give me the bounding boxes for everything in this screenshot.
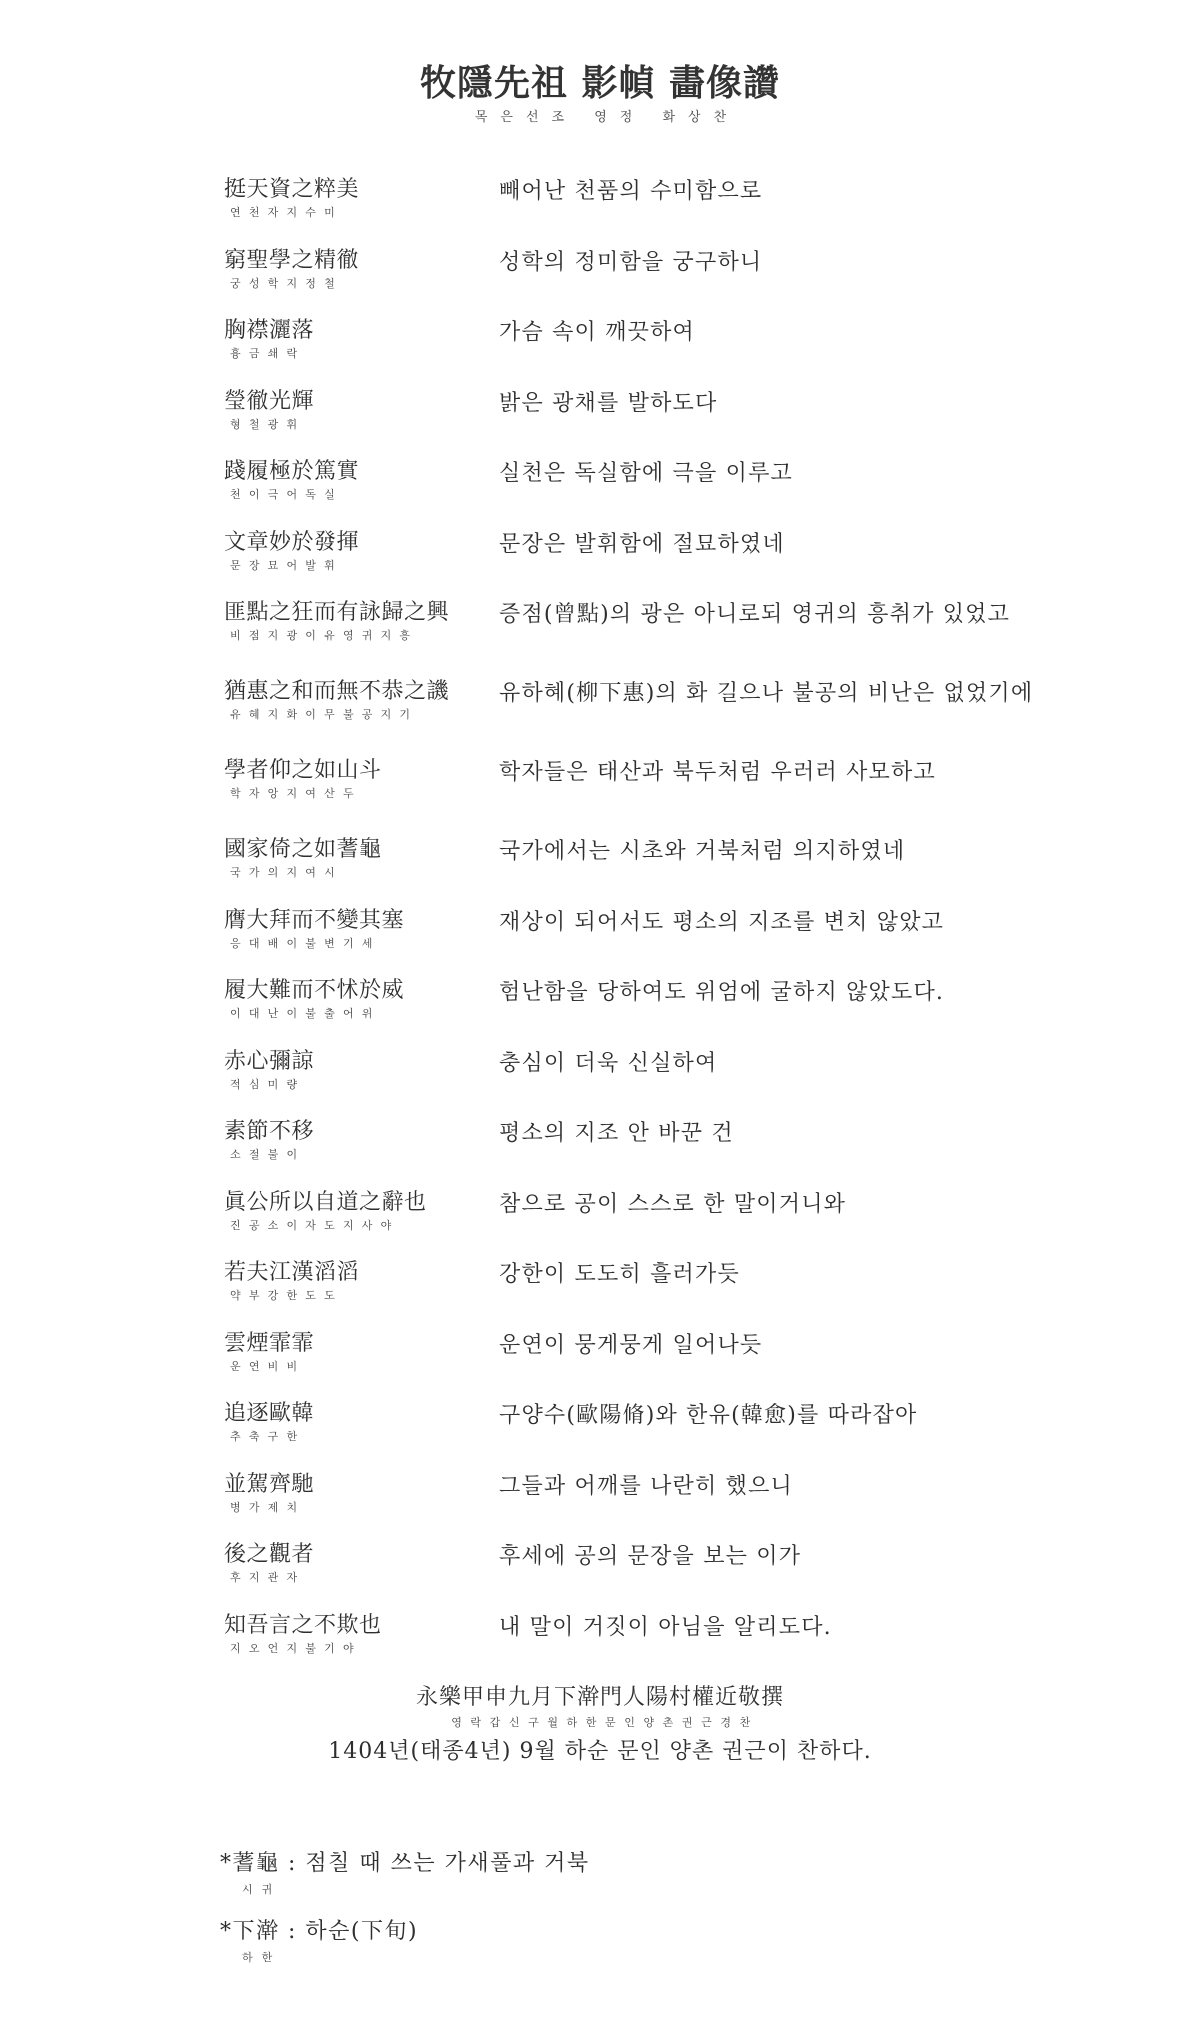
footnote-marker: *: [220, 1851, 233, 1876]
verse-row: [224, 830, 1084, 901]
verse-reading: 연천자지수미: [230, 206, 343, 219]
footnote-reading: 시귀: [242, 1883, 282, 1896]
verse-translation: 실천은 독실함에 극을 이루고: [499, 461, 794, 486]
verse-row: [224, 1394, 1084, 1465]
verse-row: [224, 672, 1084, 751]
verse-hanja: 赤心彌諒: [224, 1048, 315, 1074]
verse-hanja: 膺大拜而不變其塞: [224, 907, 405, 933]
verse-row: [224, 170, 1084, 241]
verse-hanja: 踐履極於篤實: [224, 459, 360, 484]
verse-reading: 비점지광이유영귀지흥: [230, 629, 419, 642]
verse-row: [224, 1183, 1084, 1254]
verse-translation: 참으로 공이 스스로 한 말이거니와: [499, 1191, 847, 1217]
verse-reading: 유혜지화이무불공지기: [230, 708, 419, 721]
verse-translation: 강한이 도도히 흘러가듯: [499, 1262, 740, 1287]
verse-row: [224, 241, 1084, 312]
colophon-reading: 영락갑신구월하한문인양촌권근경찬: [451, 1716, 759, 1729]
colophon-translation: 1404년(태종4년) 9월 하순 문인 양촌 권근이 찬하다.: [328, 1739, 872, 1764]
verse-hanja: 並駕齊馳: [224, 1471, 315, 1497]
verse-row: [224, 971, 1084, 1042]
footnote-marker: *: [220, 1919, 233, 1944]
verse-reading: 형철광휘: [230, 417, 306, 431]
verse-reading: 병가제치: [230, 1500, 306, 1514]
verse-reading: 국가의지여시: [230, 866, 343, 879]
verse-hanja: 素節不移: [224, 1119, 315, 1144]
verse-row: [224, 751, 1084, 830]
colophon: [0, 1684, 1200, 1765]
verse-row: [224, 1606, 1084, 1677]
verse-row: [224, 593, 1084, 672]
verse-reading: 흉금쇄락: [230, 347, 306, 360]
verse-hanja: 追逐歐韓: [224, 1401, 315, 1426]
verse-reading: 후지관자: [230, 1571, 306, 1584]
verse-translation: 밝은 광채를 발하도다: [499, 390, 718, 416]
verse-reading: 진공소이자도지사야: [230, 1218, 400, 1232]
verse-reading: 천이극어독실: [230, 488, 343, 501]
verse-reading: 응대배이불변기세: [230, 936, 381, 950]
verse-row: [224, 1042, 1084, 1113]
verse-translation: 국가에서는 시초와 거북처럼 의지하였네: [499, 839, 906, 864]
verse-row: [224, 1112, 1084, 1183]
verse-hanja: 挺天資之粹美: [224, 177, 360, 202]
verse-reading: 소절불이: [230, 1148, 306, 1161]
footnote-line: [220, 1846, 590, 1877]
verse-row: [224, 382, 1084, 453]
footnote-definition: 하순(下旬): [305, 1919, 419, 1944]
verse-hanja: 猶惠之和而無不恭之譏: [224, 679, 450, 704]
verse-translation: 가슴 속이 깨끗하여: [499, 320, 696, 345]
verse-reading: 적심미량: [230, 1077, 306, 1091]
verse-hanja: 若夫江漢滔滔: [224, 1260, 360, 1285]
verse-translation: 험난함을 당하여도 위엄에 굴하지 않았도다.: [499, 980, 945, 1005]
verse-translation: 내 말이 거짓이 아님을 알리도다.: [499, 1614, 832, 1640]
verse-translation: 구양수(歐陽脩)와 한유(韓愈)를 따라잡아: [499, 1403, 918, 1428]
verse-row: [224, 1465, 1084, 1536]
verse-translation: 후세에 공의 문장을 보는 이가: [499, 1544, 802, 1569]
verse-hanja: 胸襟灑落: [224, 318, 315, 343]
verse-hanja: 窮聖學之精徹: [224, 247, 360, 273]
verse-row: [224, 1535, 1084, 1606]
footnote: [220, 1846, 590, 1914]
verse-reading: 추축구한: [230, 1430, 306, 1443]
footnote-separator: :: [279, 1919, 306, 1944]
verse-translation: 성학의 정미함을 궁구하니: [499, 249, 763, 275]
verse-translation: 문장은 발휘함에 절묘하였네: [499, 531, 785, 557]
verse-translation: 운연이 뭉게뭉게 일어나듯: [499, 1332, 763, 1358]
verse-row: [224, 311, 1084, 382]
verse-reading: 지오언지불기야: [230, 1641, 362, 1655]
verse-row: [224, 452, 1084, 523]
verse-reading: 약부강한도도: [230, 1289, 343, 1302]
page-title-reading: 목은선조 영정 화상찬: [474, 110, 740, 125]
verse-hanja: 後之觀者: [224, 1542, 315, 1567]
verse-row: [224, 523, 1084, 594]
footnote-term: 蓍龜: [232, 1851, 280, 1876]
footnote-definition: 점칠 때 쓰는 가새풀과 거북: [305, 1851, 590, 1876]
verse-row: [224, 1324, 1084, 1395]
verse-translation: 충심이 더욱 신실하여: [499, 1050, 718, 1076]
document-header: [0, 62, 1200, 125]
verse-reading: 문장묘어발휘: [230, 558, 343, 572]
verse-translation: 평소의 지조 안 바꾼 건: [499, 1121, 734, 1146]
footnotes: [220, 1846, 590, 1982]
verse-hanja: 履大難而不怵於威: [224, 978, 405, 1003]
verse-translation: 학자들은 태산과 북두처럼 우러러 사모하고: [499, 760, 936, 785]
verse-translation: 그들과 어깨를 나란히 했으니: [499, 1473, 794, 1499]
verse-hanja: 瑩徹光輝: [224, 388, 315, 414]
footnote: [220, 1914, 590, 1982]
verse-row: [224, 901, 1084, 972]
verse-hanja: 文章妙於發揮: [224, 529, 360, 555]
footnote-term: 下澣: [232, 1919, 280, 1944]
verse-hanja: 眞公所以自道之辭也: [224, 1189, 427, 1215]
verse-translation: 재상이 되어서도 평소의 지조를 변치 않았고: [499, 909, 945, 935]
verse-hanja: 國家倚之如蓍龜: [224, 837, 382, 862]
verse-reading: 이대난이불출어위: [230, 1007, 381, 1020]
footnote-reading: 하한: [242, 1951, 282, 1964]
verse-hanja: 雲煙霏霏: [224, 1330, 315, 1356]
verse-translation: 빼어난 천품의 수미함으로: [499, 179, 763, 204]
colophon-hanja: 永樂甲申九月下澣門人陽村權近敬撰: [415, 1685, 784, 1710]
footnote-separator: :: [279, 1851, 306, 1876]
verse-reading: 학자앙지여산두: [230, 787, 362, 800]
verse-list: [224, 170, 1084, 1676]
verse-hanja: 匪點之狂而有詠歸之興: [224, 600, 450, 625]
verse-reading: 궁성학지정철: [230, 276, 343, 290]
footnote-line: [220, 1914, 590, 1945]
verse-row: [224, 1253, 1084, 1324]
verse-translation: 유하혜(柳下惠)의 화 길으나 불공의 비난은 없었기에: [499, 681, 1034, 706]
verse-translation: 증점(曾點)의 광은 아니로되 영귀의 흥취가 있었고: [499, 602, 1011, 627]
verse-reading: 운연비비: [230, 1359, 306, 1373]
page-title: 牧隱先祖 影幀 畵像讚: [419, 62, 781, 104]
verse-hanja: 知吾言之不欺也: [224, 1612, 382, 1638]
verse-hanja: 學者仰之如山斗: [224, 758, 382, 783]
